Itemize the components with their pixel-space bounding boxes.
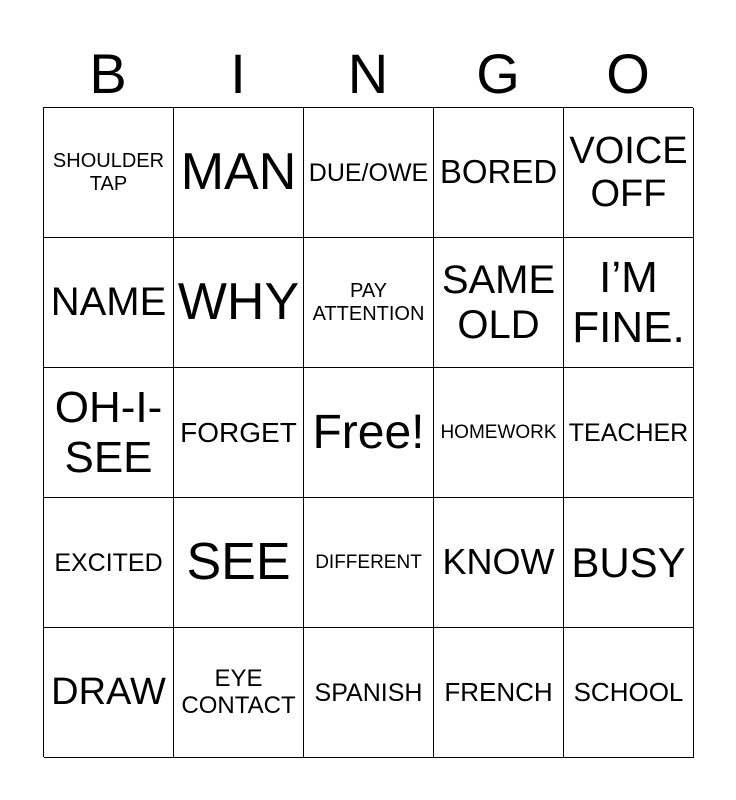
cell-text: BUSY [571,538,686,586]
cell-text: OH-I-SEE [54,383,163,482]
cell-text: KNOW [442,541,555,583]
bingo-cell[interactable] [564,498,694,628]
cell-text: SAME OLD [441,257,556,347]
cell-text: VOICE OFF [569,129,688,215]
bingo-cell[interactable] [434,368,564,498]
bingo-cell[interactable] [174,498,304,628]
cell-text: SEE [186,533,291,592]
bingo-cell[interactable] [304,498,434,628]
bingo-cell[interactable] [434,628,564,758]
bingo-cell[interactable] [304,628,434,758]
cell-text: SCHOOL [573,676,684,707]
header-letter-i: I [230,42,246,105]
cell-text: DIFFERENT [315,551,422,573]
cell-text: NAME [50,280,167,325]
bingo-cell[interactable] [44,108,174,238]
header-letter-b: B [89,42,127,105]
cell-text: MAN [180,143,297,202]
cell-text: BORED [439,153,558,191]
bingo-cell[interactable] [174,238,304,368]
bingo-cell[interactable] [564,368,694,498]
bingo-cell[interactable] [564,628,694,758]
cell-text: PAY ATTENTION [312,280,425,325]
cell-text: I’M FINE. [572,253,685,352]
bingo-cell[interactable] [174,108,304,238]
cell-text: TEACHER [568,418,689,447]
bingo-cell[interactable] [174,368,304,498]
cell-text: SHOULDER TAP [52,150,165,195]
bingo-cell[interactable] [44,498,174,628]
bingo-cell[interactable] [44,368,174,498]
header-letter-g: G [476,42,520,105]
cell-text: FRENCH [444,676,553,707]
bingo-cell[interactable] [434,108,564,238]
cell-text: EXCITED [54,548,163,577]
cell-text: HOMEWORK [440,421,557,443]
cell-text: FORGET [180,416,297,448]
bingo-header [43,40,693,108]
cell-text: SPANISH [314,678,423,707]
cell-text: EYE CONTACT [181,664,296,719]
bingo-cell[interactable] [564,108,694,238]
bingo-cell[interactable] [304,108,434,238]
bingo-cell[interactable] [174,628,304,758]
bingo-cell[interactable] [44,238,174,368]
cell-text: Free! [312,405,425,459]
bingo-cell[interactable] [564,238,694,368]
bingo-cell[interactable] [434,238,564,368]
bingo-cell[interactable] [304,238,434,368]
cell-text: DRAW [51,671,166,714]
header-letter-n: N [347,42,389,105]
cell-text: DUE/OWE [308,158,429,187]
bingo-cell[interactable] [304,368,434,498]
bingo-cell[interactable] [434,498,564,628]
bingo-cell[interactable] [44,628,174,758]
bingo-grid [43,107,693,757]
cell-text: WHY [177,273,300,332]
header-letter-o: O [606,42,650,105]
